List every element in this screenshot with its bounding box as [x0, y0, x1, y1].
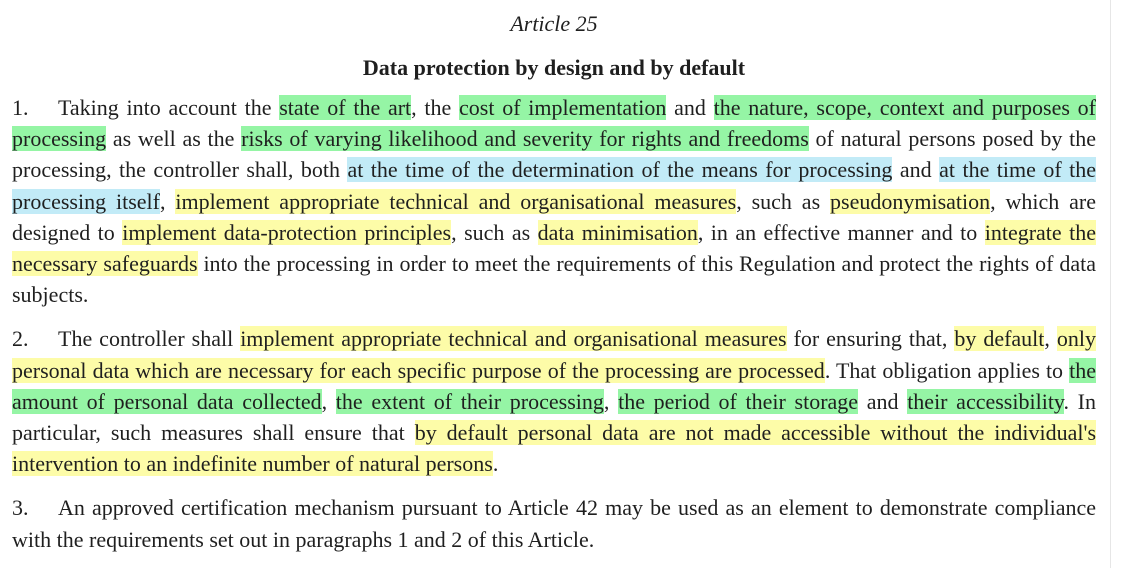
- highlighted-phrase-green: risks of varying likelihood and severity for rights and freedoms: [241, 126, 809, 152]
- article-title: Data protection by design and by default: [362, 55, 746, 80]
- text-run: The controller shall: [58, 326, 241, 352]
- highlighted-phrase-yellow: only personal data which are necessary for each specific purpose of the processing are processed: [12, 326, 1097, 383]
- highlighted-phrase-green: the period of their storage: [618, 388, 859, 414]
- text-run: .: [492, 451, 499, 477]
- paragraph-number: 3.: [12, 495, 29, 521]
- highlighted-phrase-yellow: implement appropriate technical and organisational measures: [240, 326, 787, 352]
- highlighted-phrase-yellow: implement appropriate technical and organisational measures: [175, 188, 737, 214]
- highlighted-phrase-blue: at the time of the determination of the means for processing: [347, 157, 893, 183]
- paragraph-3: [12, 492, 1096, 554]
- text-run: ,: [321, 388, 336, 414]
- highlighted-phrase-yellow: by default personal data are not made accessible without the individual's intervention to an indefinite number of natural persons: [12, 420, 1096, 477]
- paragraph-body: [12, 95, 1096, 307]
- highlighted-phrase-green: the amount of personal data collected: [12, 357, 1096, 414]
- paragraph-2: [12, 323, 1096, 479]
- article-number: Article 25: [510, 11, 598, 36]
- text-run: and: [666, 95, 714, 120]
- highlighted-phrase-yellow: integrate the necessary safeguards: [12, 219, 1096, 277]
- highlighted-phrase-green: state of the art: [279, 95, 412, 120]
- highlighted-phrase-yellow: data minimisation: [537, 219, 698, 245]
- text-run: and: [858, 388, 908, 414]
- highlighted-phrase-yellow: pseudonymisation: [830, 188, 991, 214]
- highlighted-phrase-green: the extent of their processing: [335, 388, 604, 414]
- text-run: . That obligation applies to: [824, 357, 1070, 383]
- text-run: ,: [159, 188, 176, 214]
- text-run: An approved certification mechanism pursuant to Article 42 may be used as an element to demonstrate compliance with the requirements set out in paragraphs 1 and 2 of this Article.: [12, 495, 1096, 552]
- highlighted-phrase-green: their accessibility: [907, 388, 1064, 414]
- highlighted-phrase-yellow: implement data-protection principles: [122, 219, 452, 245]
- text-run: for ensuring that,: [786, 326, 955, 352]
- text-run: , such as: [736, 188, 831, 214]
- text-run: , in an effective manner and to: [697, 219, 985, 245]
- paragraph-number: 1.: [12, 95, 29, 120]
- highlighted-phrase-blue: at the time of the processing itself: [12, 157, 1097, 214]
- text-run: Taking into account the: [58, 95, 280, 120]
- highlighted-phrase-green: cost of implementation: [459, 95, 667, 120]
- text-run: as well as the: [106, 126, 242, 152]
- paragraph-number: 2.: [12, 326, 29, 352]
- paragraph-body: [12, 326, 1096, 476]
- text-run: , such as: [451, 219, 538, 245]
- text-run: and: [892, 157, 940, 183]
- highlighted-phrase-green: the nature, scope, context and purposes of processing: [12, 95, 1096, 152]
- text-run: of natural persons posed by the processing, the controller shall, both: [12, 126, 1096, 183]
- document-page: [12, 0, 1096, 555]
- paragraph-1: [12, 92, 1096, 310]
- page-edge-divider: [1110, 0, 1111, 568]
- text-run: into the processing in order to meet the requirements of this Regulation and protect the rights of data subjects.: [12, 251, 1097, 308]
- text-run: , which are designed to: [12, 188, 1096, 245]
- text-run: ,: [603, 388, 619, 414]
- text-run: ,: [1044, 326, 1057, 352]
- highlighted-phrase-yellow: by default: [954, 326, 1045, 352]
- paragraph-body: [12, 495, 1096, 551]
- text-run: . In particular, such measures shall ensure that: [12, 388, 1097, 446]
- text-run: , the: [411, 95, 460, 120]
